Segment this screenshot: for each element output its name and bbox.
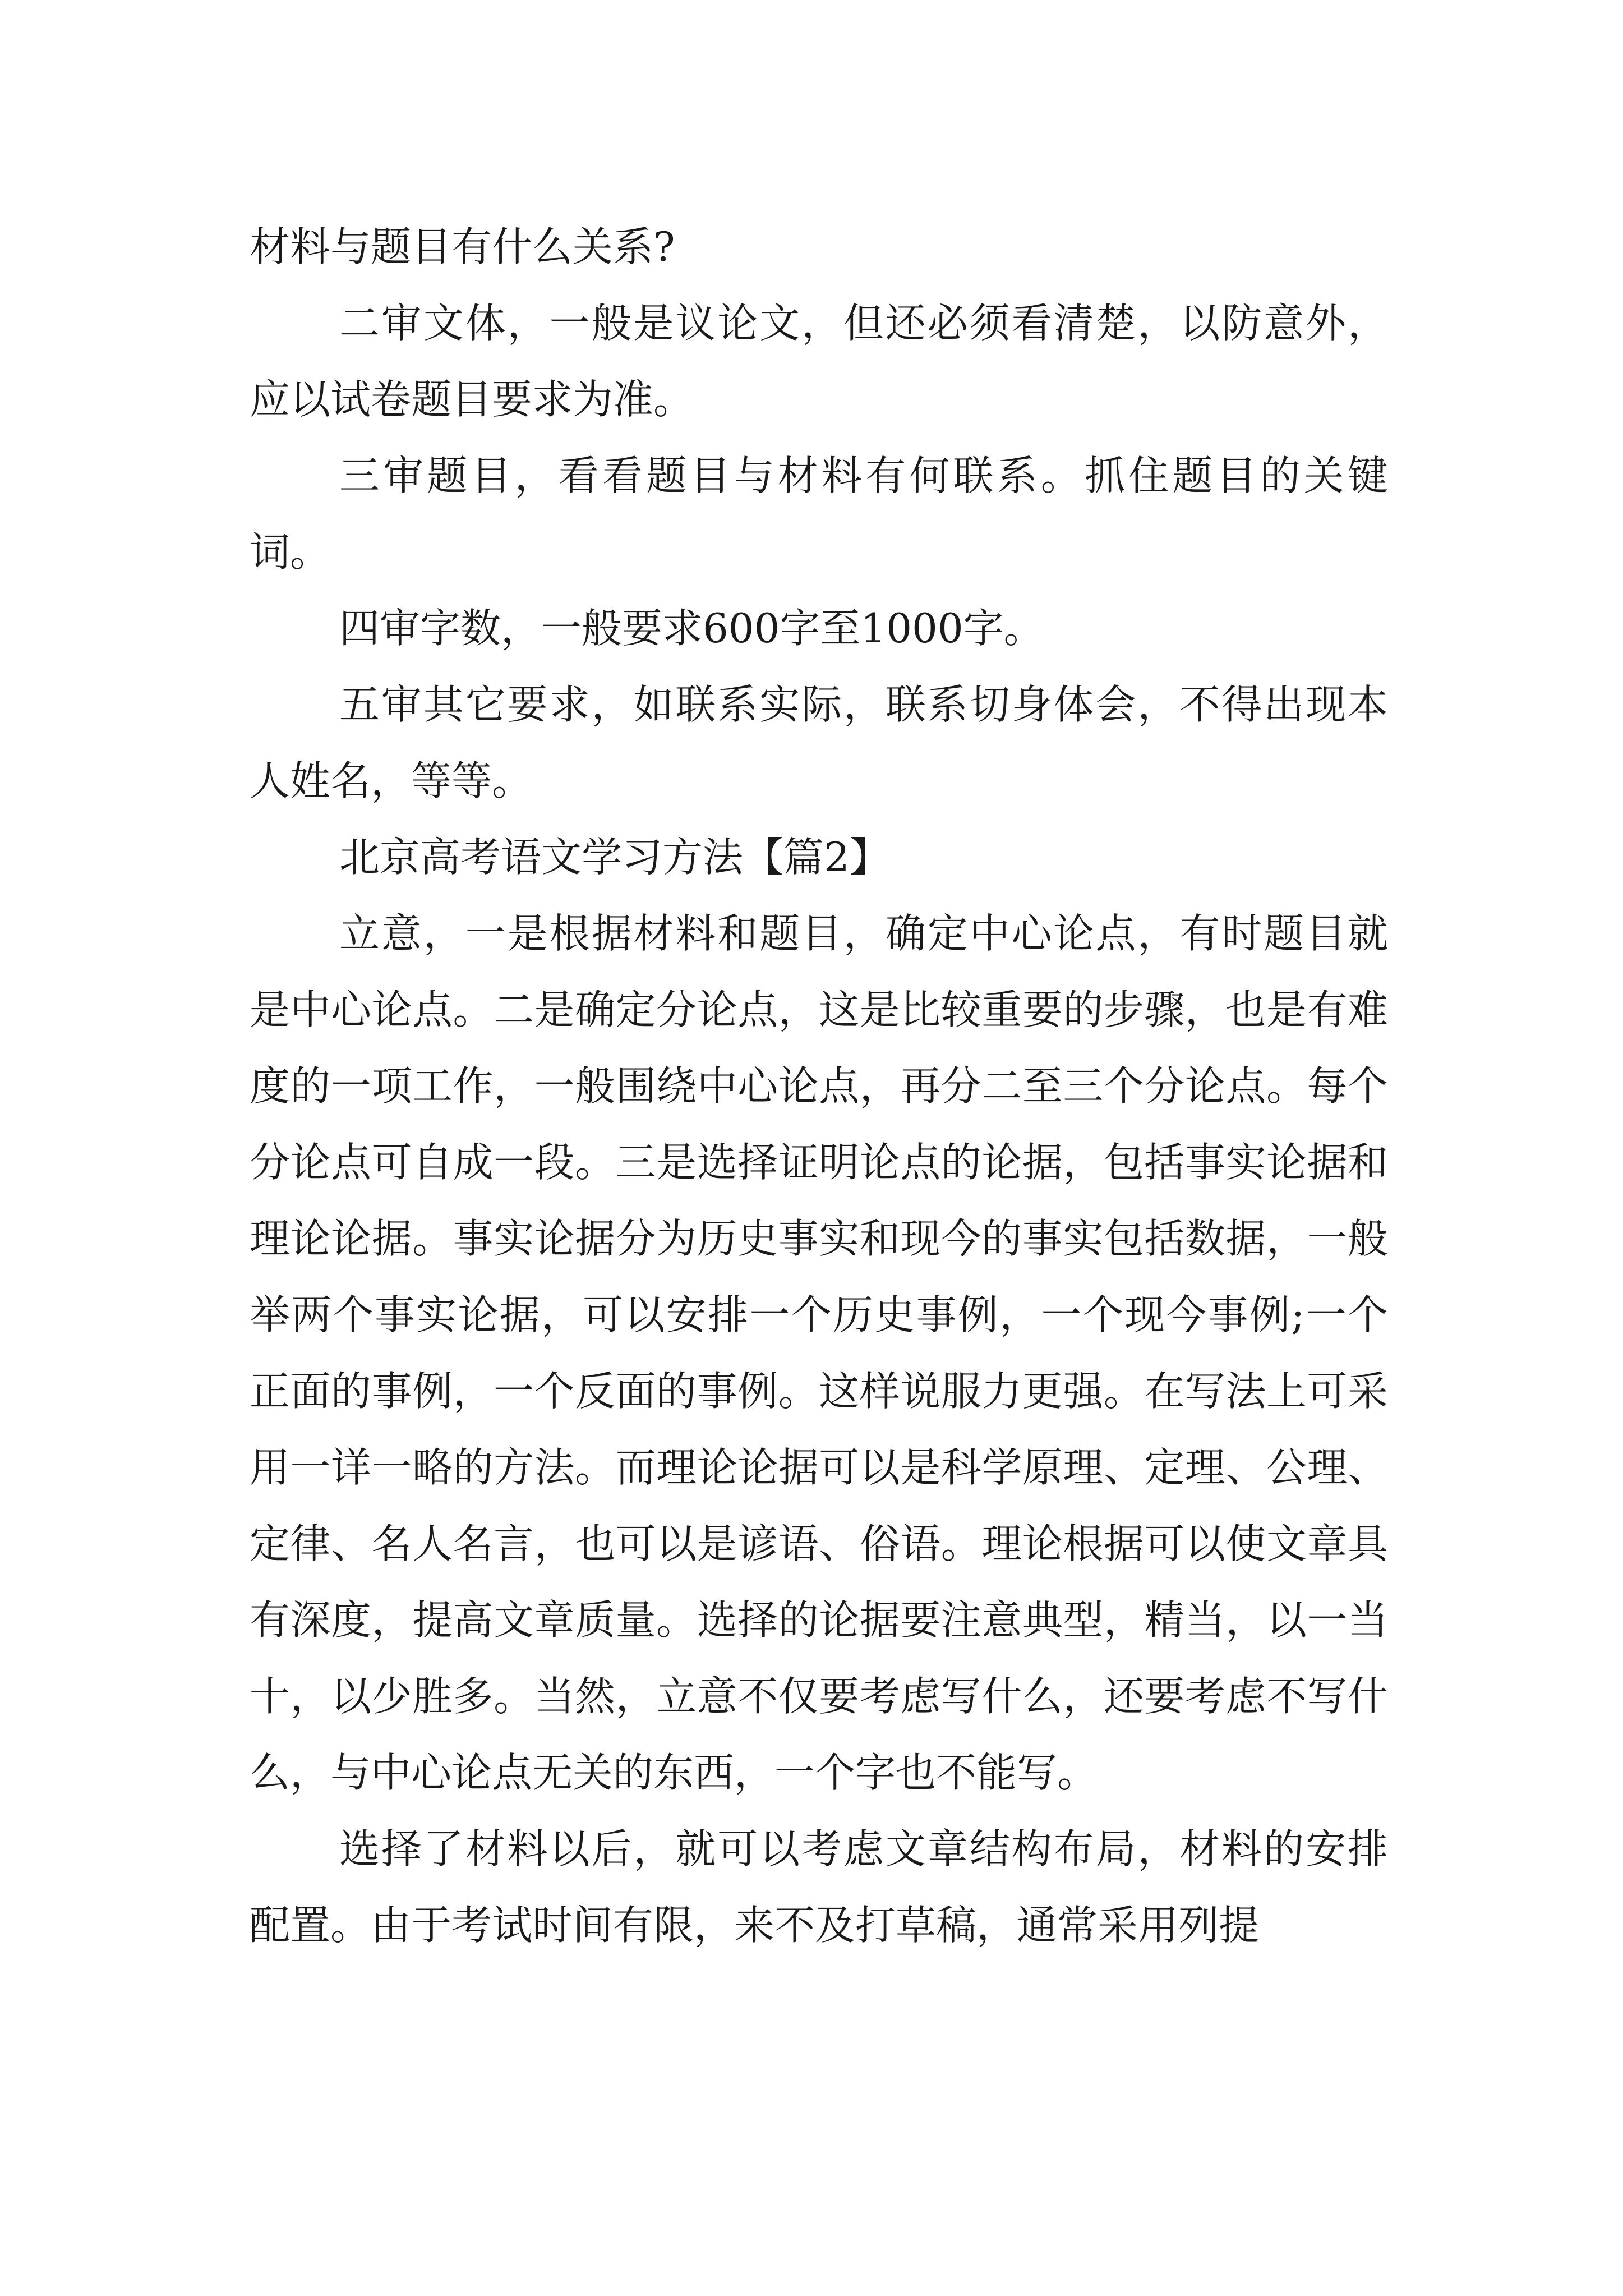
paragraph-3: 三审题目，看看题目与材料有何联系。抓住题目的关键词。	[250, 452, 1388, 576]
paragraph-1: 材料与题目有什么关系?	[250, 223, 675, 270]
section-heading: 北京高考语文学习方法【篇2】	[339, 834, 890, 881]
document-body	[250, 209, 1388, 1963]
paragraph-8: 选择了材料以后，就可以考虑文章结构布局，材料的安排配置。由于考试时间有限，来不及打草稿，通常采用列提	[250, 1825, 1388, 1949]
paragraph-7: 立意，一是根据材料和题目，确定中心论点，有时题目就是中心论点。二是确定分论点，这是比较重要的步骤，也是有难度的一项工作，一般围绕中心论点，再分二至三个分论点。每个分论点可自成一段。三是选择证明论点的论据，包括事实论据和理论论据。事实论据分为历史事实和现今的事实包括数据，一般举两个事实论据，可以安排一个历史事例，一个现今事例;一个正面的事例，一个反面的事例。这样说服力更强。在写法上可采用一详一略的方法。而理论论据可以是科学原理、定理、公理、定律、名人名言，也可以是谚语、俗语。理论根据可以使文章具有深度，提高文章质量。选择的论据要注意典型，精当，以一当十，以少胜多。当然，立意不仅要考虑写什么，还要考虑不写什么，与中心论点无关的东西，一个字也不能写。	[250, 910, 1388, 1796]
paragraph-2: 二审文体，一般是议论文，但还必须看清楚，以防意外，应以试卷题目要求为准。	[250, 300, 1388, 423]
paragraph-4: 四审字数，一般要求600字至1000字。	[339, 605, 1044, 652]
paragraph-5: 五审其它要求，如联系实际，联系切身体会，不得出现本人姓名，等等。	[250, 681, 1388, 804]
